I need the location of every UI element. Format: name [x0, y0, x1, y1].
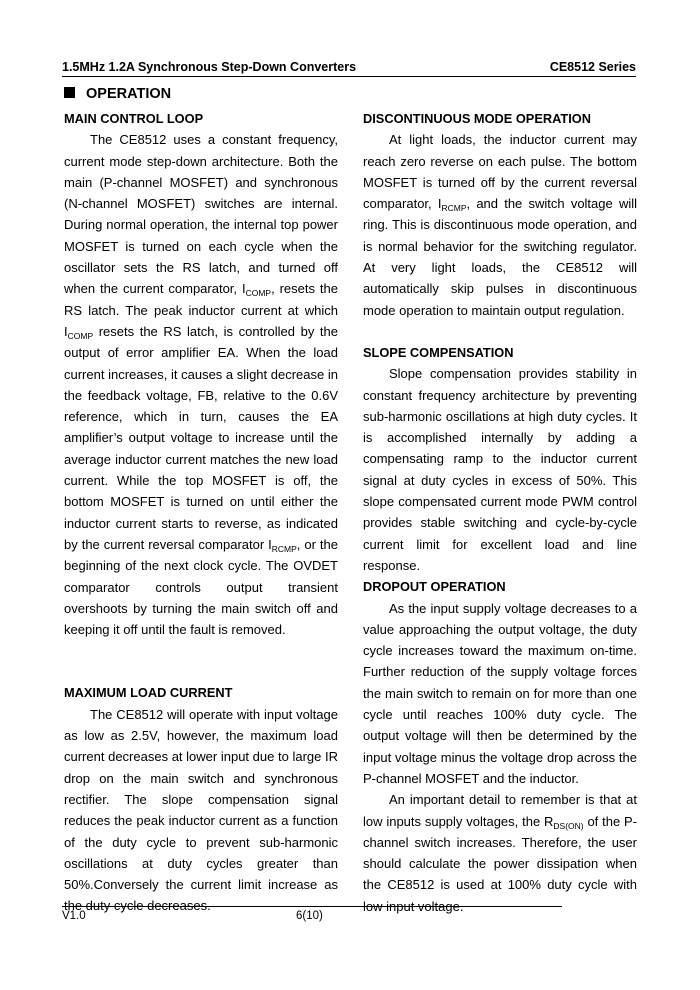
slope-compensation-text: Slope compensation provides stability in constant frequency architecture by preventing sub-harmonic oscillations at high duty cycles. It is accomplished internally by adding a compensating ramp to the inductor current signal at duty cycles in excess of 50%. This slope compensated current mode PWM control provides stable switching and cycle-by-cycle current limit for excellent load and line response. [363, 366, 637, 573]
footer-divider [62, 906, 562, 907]
slope-compensation-heading: SLOPE COMPENSATION [363, 344, 514, 360]
footer-version: V1.0 [62, 910, 86, 922]
dropout-text-1: As the input supply voltage decreases to a value approaching the output voltage, the duty cycle increases toward the maximum on-time. Further reduction of the supply voltage forces the main switch to remain on for more than one cycle until reaches 100% duty cycle. The output voltage will then be determined by the input voltage minus the voltage drop across the P-channel MOSFET and the inductor. [363, 600, 637, 786]
product-series: CE8512 Series [549, 60, 636, 74]
page-header [62, 58, 636, 77]
page-number: 6(10) [296, 910, 323, 922]
max-load-current-heading: MAXIMUM LOAD CURRENT [64, 685, 233, 701]
main-control-loop-heading: MAIN CONTROL LOOP [64, 111, 204, 126]
square-bullet-icon [64, 87, 75, 98]
discontinuous-mode-text: At light loads, the inductor current may reach zero reverse on each pulse. The bottom MOSFET is turned off by the current reversal comparator, $I_{RCMP}$, and the switch voltage will ring. This is discontinuous mode operation, and is normal behavior for the switching regulator. At very light loads, the CE8512 will automatically skip pulses in discontinuous mode operation to maintain output regulation. [363, 132, 637, 318]
right-column [363, 108, 637, 917]
max-load-current-text: The CE8512 will operate with input voltage as low as 2.5V, however, the maximum load current decreases at lower input due to large IR drop on the main switch and synchronous rectifier. The slope compensation signal reduces the peak inductor current as a function of the duty cycle to prevent sub-harmonic oscillations at duty cycles greater than 50%.Conversely the current limit increase as the duty cycle decreases. [64, 706, 338, 914]
section-heading [64, 86, 171, 102]
dropout-text-2: An important detail to remember is that at low inputs supply voltages, the $R_{DS(ON)}$ of the P-channel switch increases. Therefore, the user should calculate the power dissipation when the CE8512 is used at 100% duty cycle with low input voltage. [363, 792, 638, 914]
dropout-heading: DROPOUT OPERATION [363, 579, 506, 595]
section-title: OPERATION [86, 86, 172, 102]
document-title: 1.5MHz 1.2A Synchronous Step-Down Converters [62, 60, 357, 74]
left-column [64, 108, 338, 917]
discontinuous-mode-heading: DISCONTINUOUS MODE OPERATION [363, 111, 591, 126]
main-control-loop-text: The CE8512 uses a constant frequency, current mode step-down architecture. Both the main (P-channel MOSFET) and synchronous (N-channel MOSFET) switches are internal. During normal operation, the internal top power MOSFET is turned on each cycle when the oscillator sets the RS latch, and turned off when the current comparator, $I_{COMP}$, resets the RS latch. The peak inductor current at which $I_{COMP}$ resets the RS latch, is controlled by the output of error amplifier EA. When the load current increases, it causes a slight decrease in the feedback voltage, FB, relative to the 0.6V reference, which in turn, causes the EA amplifier’s output voltage to increase until the average inductor current matches the new load current. While the top MOSFET is off, the bottom MOSFET is turned on until either the inductor current starts to reverse, as indicated by the current reversal comparator $I_{RCMP}$, or the beginning of the next clock cycle. The OVDET comparator controls output transient overshoots by turning the main switch off and keeping it off until the fault is removed. [64, 132, 338, 638]
